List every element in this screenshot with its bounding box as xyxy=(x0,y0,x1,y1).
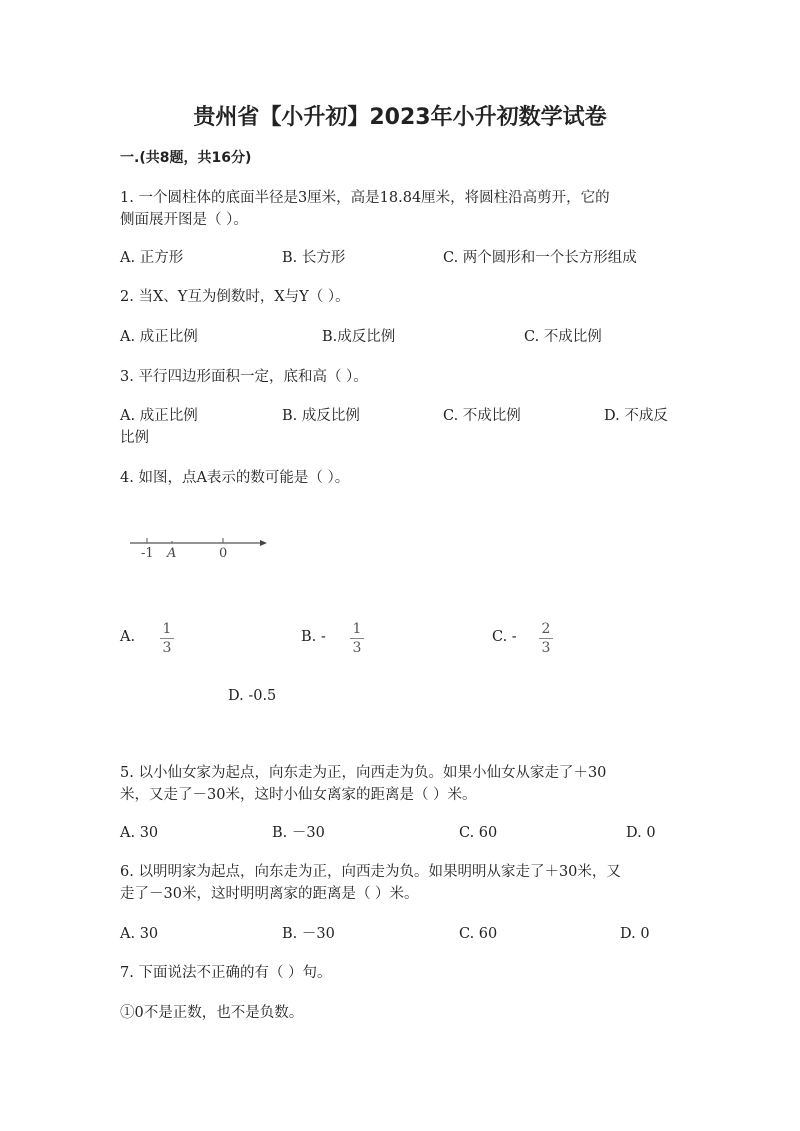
q6-option-a: A. 30 xyxy=(120,926,159,942)
q4-option-b-fraction xyxy=(350,621,364,656)
question-4: 4. 如图，点A表示的数可能是（ ）。 xyxy=(120,470,350,486)
q6-option-b: B. －30 xyxy=(282,926,335,942)
q6-option-c: C. 60 xyxy=(459,926,498,942)
number-line-figure xyxy=(128,532,273,562)
question-6-line2: 走了－30米，这时明明离家的距离是（ ）米。 xyxy=(120,886,419,902)
point-a-label: A xyxy=(167,546,177,561)
page-title: 贵州省【小升初】2023年小升初数学试卷 xyxy=(193,105,607,130)
question-3: 3. 平行四边形面积一定，底和高（ ）。 xyxy=(120,369,368,385)
q2-option-a: A. 成正比例 xyxy=(120,329,198,345)
q3-option-a: A. 成正比例 xyxy=(120,408,198,424)
q6-option-d: D. 0 xyxy=(620,926,650,942)
q1-option-a: A. 正方形 xyxy=(120,250,184,266)
q4-option-d: D. -0.5 xyxy=(228,688,277,704)
q1-option-b: B. 长方形 xyxy=(282,250,346,266)
question-5-line2: 米，又走了－30米，这时小仙女离家的距离是（ ）米。 xyxy=(120,787,477,803)
q4-option-a-prefix: A. xyxy=(120,629,136,645)
tick-minus-1: -1 xyxy=(141,546,154,561)
q3-option-c: C. 不成比例 xyxy=(443,408,521,424)
q5-option-b: B. －30 xyxy=(272,825,325,841)
question-1-line2: 侧面展开图是（ ）。 xyxy=(120,212,248,228)
q7-statement-1: ①0不是正数，也不是负数。 xyxy=(120,1005,304,1021)
q3-option-d: D. 不成反 xyxy=(604,408,668,424)
numerator: 2 xyxy=(541,621,551,637)
denominator: 3 xyxy=(541,640,551,656)
section-header: 一.(共8题，共16分) xyxy=(120,150,252,166)
q4-option-b-prefix: B. - xyxy=(301,629,326,645)
q5-option-a: A. 30 xyxy=(120,825,159,841)
q2-option-c: C. 不成比例 xyxy=(524,329,602,345)
q4-option-a-fraction xyxy=(160,621,174,656)
question-5-line1: 5. 以小仙女家为起点，向东走为正，向西走为负。如果小仙女从家走了＋30 xyxy=(120,765,607,781)
denominator: 3 xyxy=(352,640,362,656)
q1-option-c: C. 两个圆形和一个长方形组成 xyxy=(443,250,637,266)
q5-option-c: C. 60 xyxy=(459,825,498,841)
question-6-line1: 6. 以明明家为起点，向东走为正，向西走为负。如果明明从家走了＋30米，又 xyxy=(120,864,621,880)
question-1-line1: 1. 一个圆柱体的底面半径是3厘米，高是18.84厘米，将圆柱沿高剪开，它的 xyxy=(120,190,610,206)
question-2: 2. 当X、Y互为倒数时，X与Y（ ）。 xyxy=(120,289,350,305)
q2-option-b: B.成反比例 xyxy=(322,329,396,345)
denominator: 3 xyxy=(162,640,172,656)
q4-option-c-fraction xyxy=(539,621,553,656)
question-7: 7. 下面说法不正确的有（ ）句。 xyxy=(120,965,332,981)
q4-option-c-prefix: C. - xyxy=(492,629,517,645)
q3-option-d-wrap: 比例 xyxy=(120,430,149,446)
q5-option-d: D. 0 xyxy=(626,825,656,841)
q3-option-b: B. 成反比例 xyxy=(282,408,360,424)
tick-zero: 0 xyxy=(219,546,228,561)
numerator: 1 xyxy=(162,621,172,637)
numerator: 1 xyxy=(352,621,362,637)
